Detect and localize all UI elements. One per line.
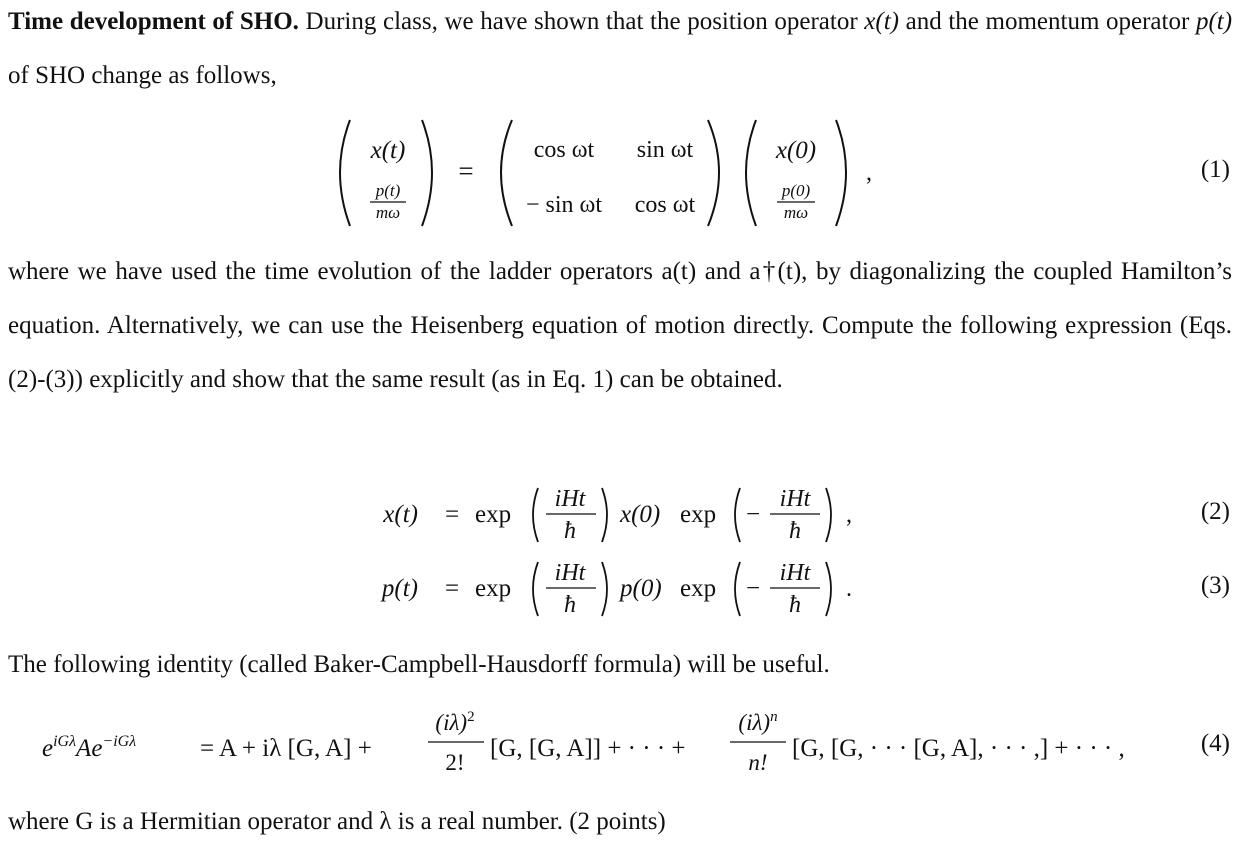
svg-text:−: − bbox=[746, 575, 761, 602]
eq2-frac-num-2: iHt bbox=[779, 486, 811, 512]
bch-intro: The following identity (called Baker-Campbell-Hausdorff formula) will be useful. bbox=[8, 651, 830, 678]
equation-1 bbox=[0, 110, 1250, 240]
eq2-op: x(0) bbox=[620, 501, 661, 528]
svg-text:=: = bbox=[444, 575, 460, 602]
eq1-m22: cos ωt bbox=[634, 192, 696, 218]
intro-paragraph bbox=[8, 0, 1232, 103]
svg-text:−: − bbox=[746, 501, 761, 528]
eq2-exp-1: exp bbox=[475, 501, 512, 528]
eq3-number: (3) bbox=[1200, 572, 1230, 599]
intro-text-2: the momentum operator bbox=[948, 8, 1190, 35]
closing-paragraph: where G is a Hermitian operator and λ is a real number. (2 points) bbox=[8, 808, 666, 835]
math-x-t: x(t) bbox=[864, 8, 899, 35]
eq2-exp-2: exp bbox=[680, 501, 717, 528]
eq1-lhs-top: x(t) bbox=[370, 137, 406, 164]
eq1-lhs-bottom-den: mω bbox=[375, 203, 401, 222]
eq3-exp-2: exp bbox=[680, 575, 717, 602]
equation-4 bbox=[0, 702, 1250, 782]
eq1-rhs-bottom-den: mω bbox=[783, 203, 809, 222]
eq4-rhs-a: = A + iλ [G, A] + bbox=[200, 735, 372, 762]
svg-text:,: , bbox=[866, 160, 872, 186]
eq1-rhs-bottom-num: p(0) bbox=[781, 181, 811, 200]
eq2-frac-num-1: iHt bbox=[554, 486, 586, 512]
intro-text-3: of SHO change as follows, bbox=[8, 62, 277, 89]
eq2-number: (2) bbox=[1200, 498, 1230, 525]
eq3-frac-num-2: iHt bbox=[779, 560, 811, 586]
eq3-frac-num-1: iHt bbox=[554, 560, 586, 586]
eq4-frac2-den: n! bbox=[748, 750, 768, 775]
eq1-number: (1) bbox=[1200, 156, 1230, 183]
eq3-frac-den-2: ħ bbox=[789, 592, 801, 618]
svg-text:=: = bbox=[444, 501, 460, 528]
eq3-op: p(0) bbox=[620, 575, 662, 602]
eq1-lhs-bottom-num: p(t) bbox=[375, 181, 401, 200]
eq4-frac1-den: 2! bbox=[445, 750, 465, 775]
eq4-rhs-c: [G, [G, · · · [G, A], · · · ,] + · · · , bbox=[792, 735, 1125, 762]
eq4-lhs: $e^{iG\lambda}Ae^{-iG\lambda}$ bbox=[42, 733, 137, 762]
eq1-m11: cos ωt bbox=[533, 137, 595, 163]
eq2-lhs: x(t) bbox=[383, 501, 418, 528]
eq1-m21: − sin ωt bbox=[525, 192, 603, 218]
section-heading: Time development of SHO. bbox=[8, 8, 299, 35]
intro-and: and bbox=[905, 8, 942, 35]
eq3-lhs: p(t) bbox=[381, 575, 418, 602]
eq2-frac-den-2: ħ bbox=[789, 518, 801, 544]
eq1-m12: sin ωt bbox=[636, 137, 694, 163]
svg-text:.: . bbox=[846, 576, 852, 602]
eq4-number: (4) bbox=[1200, 730, 1230, 757]
math-p-t: p(t) bbox=[1195, 8, 1233, 35]
eq3-exp-1: exp bbox=[475, 575, 512, 602]
eq4-frac2-num: $(i\lambda)^n$ bbox=[738, 709, 778, 735]
svg-text:=: = bbox=[458, 156, 474, 186]
eq2-frac-den-1: ħ bbox=[564, 518, 576, 544]
eq1-rhs-top: x(0) bbox=[775, 137, 817, 164]
body-paragraph: where we have used the time evolution of the ladder operators a(t) and a†(t), by diagonalizing the coupled Hamilton’s equation. Alternatively, we can use the Heisenberg equation of motion directly. Compute the following expression (Eqs. (2)-(3)) explicitly and show that the same result (as in Eq. 1) can be obtained. bbox=[8, 258, 1232, 393]
eq4-frac1-num: $(i\lambda)^2$ bbox=[435, 709, 475, 735]
equation-3 bbox=[0, 552, 1250, 622]
intro-text-1: During class, we have shown that the position operator bbox=[305, 8, 858, 35]
equation-2 bbox=[0, 478, 1250, 548]
eq3-frac-den-1: ħ bbox=[564, 592, 576, 618]
eq4-rhs-b: [G, [G, A]] + · · · + bbox=[490, 735, 686, 762]
svg-text:,: , bbox=[846, 502, 852, 528]
